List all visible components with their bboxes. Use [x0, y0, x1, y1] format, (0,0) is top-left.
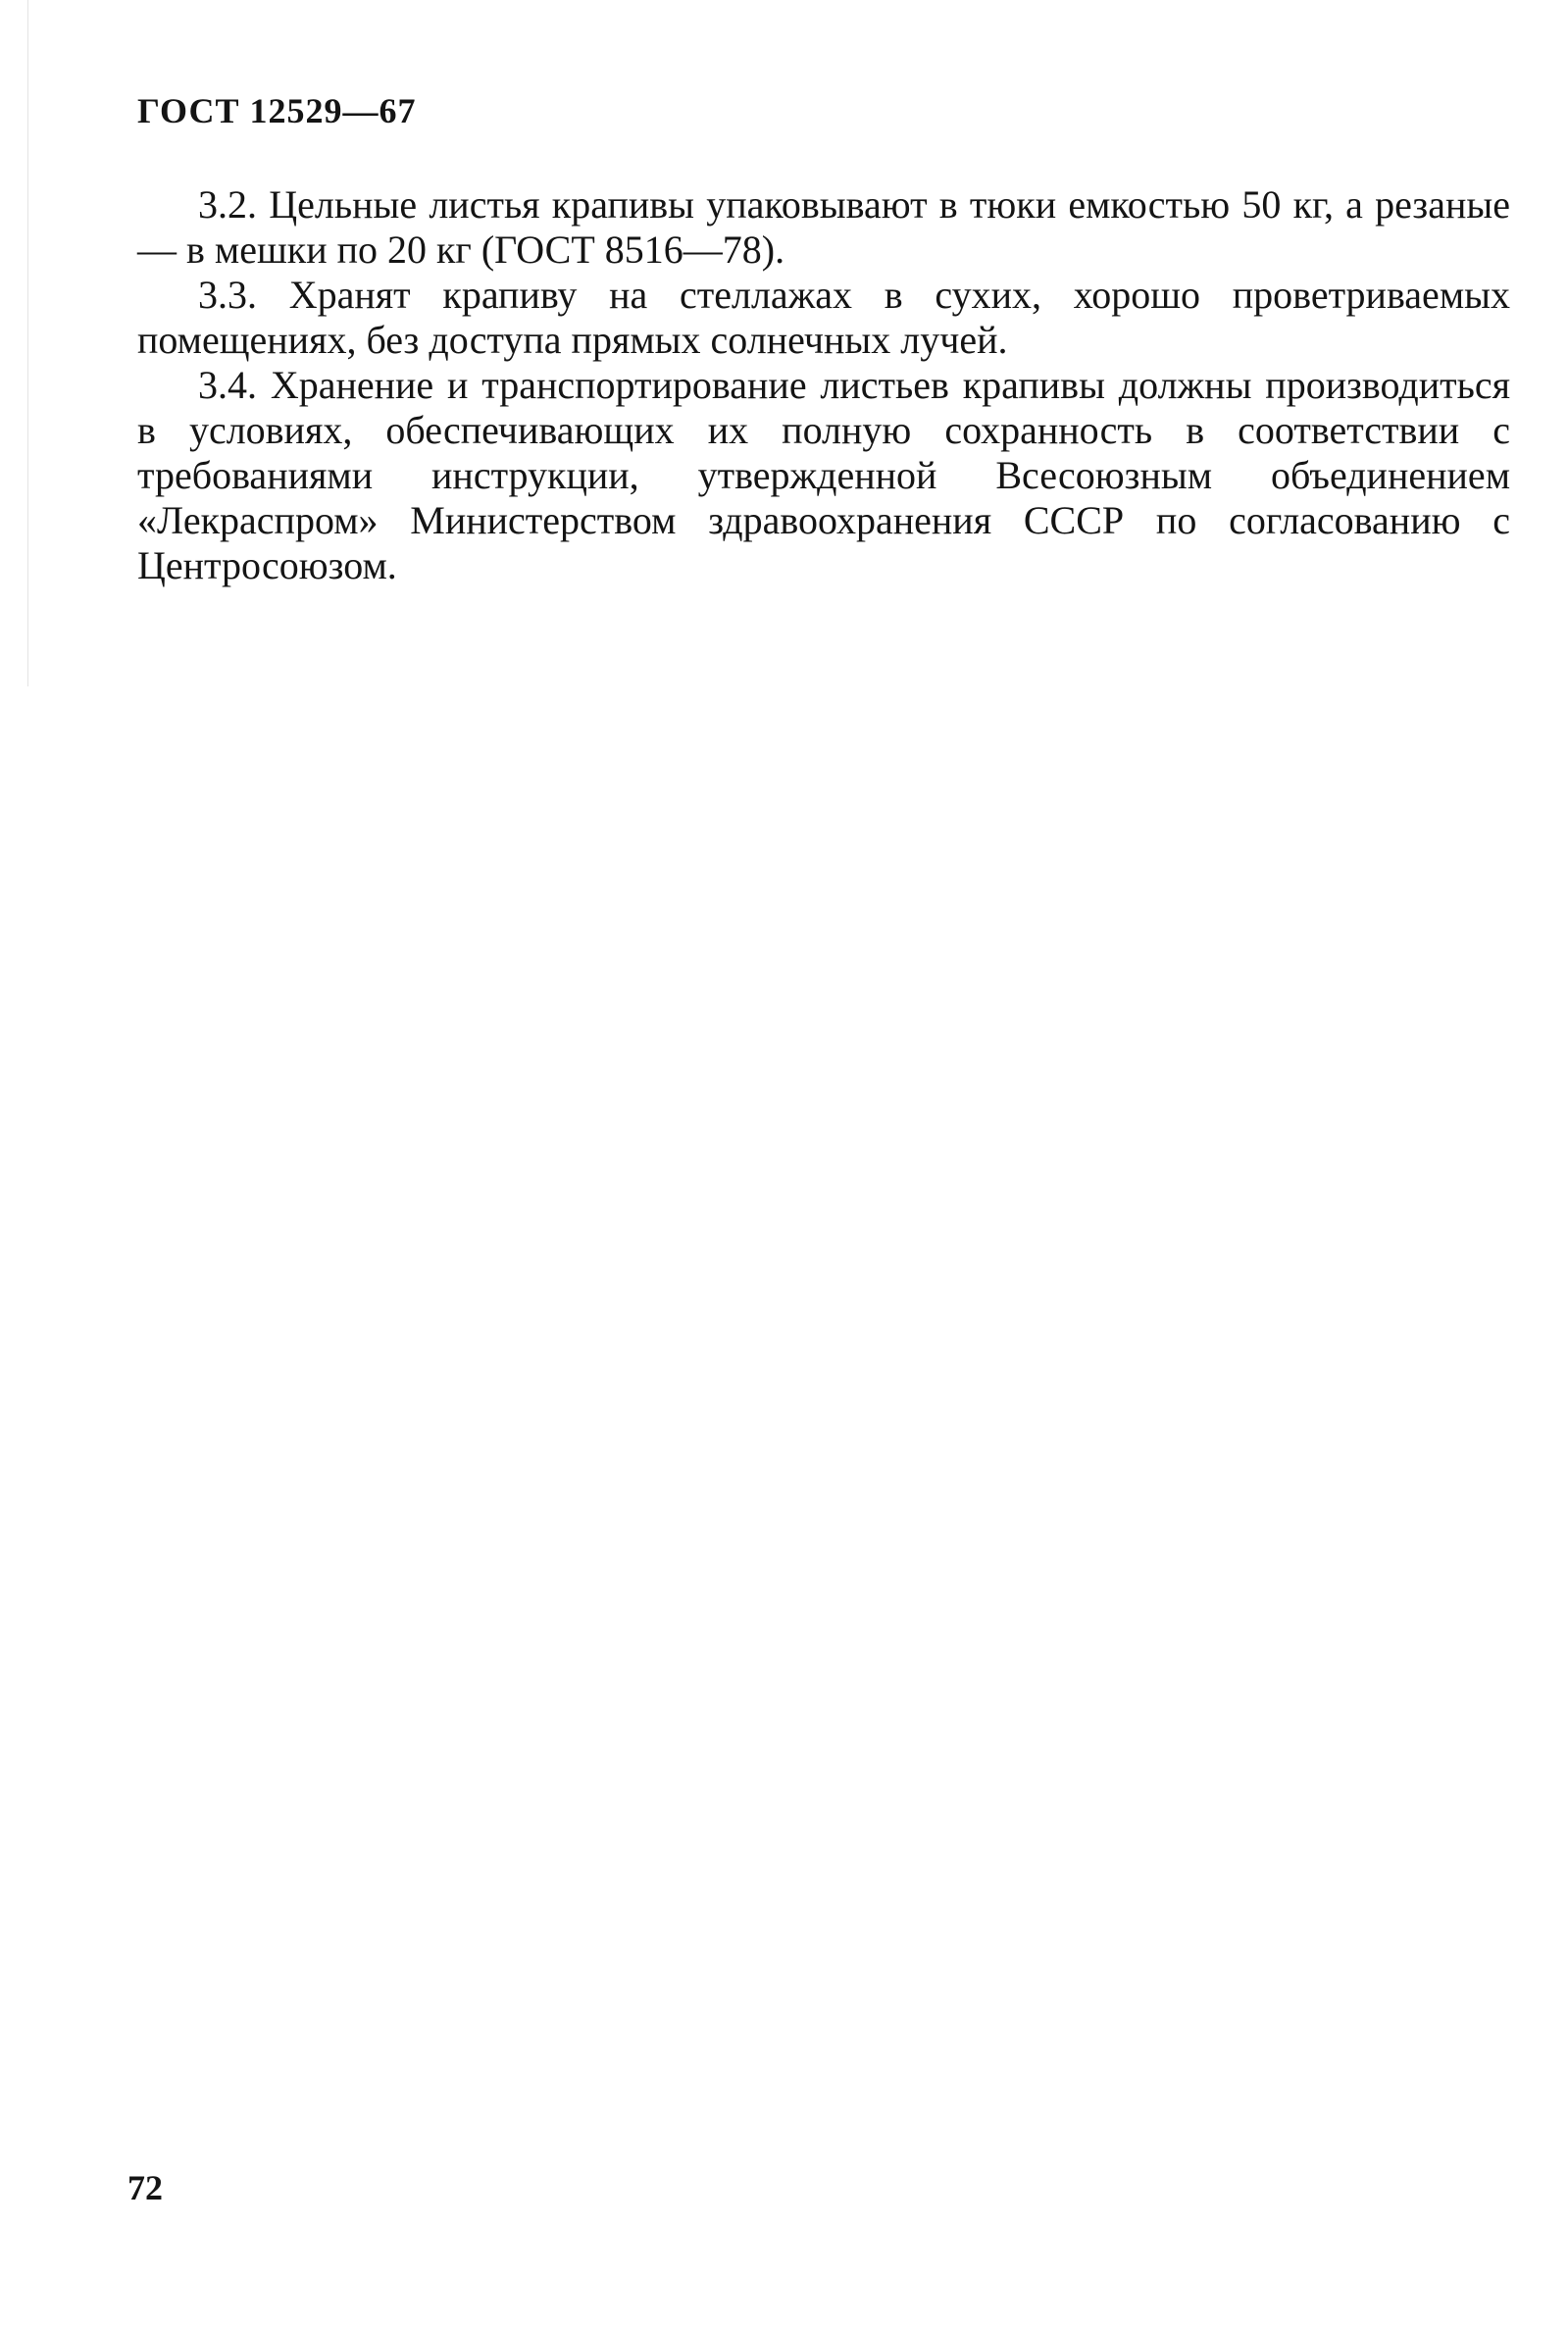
paragraph-3-2: 3.2. Цельные листья крапивы упаковывают в тюки емкостью 50 кг, а резаные — в мешки по 20 кг (ГОСТ 8516—78).: [137, 182, 1510, 272]
standard-code-header: ГОСТ 12529—67: [137, 91, 417, 130]
page-number: 72: [127, 2168, 163, 2207]
paragraph-3-3: 3.3. Хранят крапиву на стеллажах в сухих, хорошо проветриваемых помещениях, без доступа прямых солнечных лучей.: [137, 273, 1510, 362]
paragraph-3-4: 3.4. Хранение и транспортирование листьев крапивы должны производиться в условиях, обеспечивающих их полную сохранность в соответствии с требованиями инструкции, утвержденной Всесоюзным объединением «Лекраспром» Министерством здравоохранения СССР по согласованию с Центросоюзом.: [137, 363, 1510, 587]
scan-edge-line: [27, 0, 28, 686]
document-body: [137, 182, 1510, 588]
